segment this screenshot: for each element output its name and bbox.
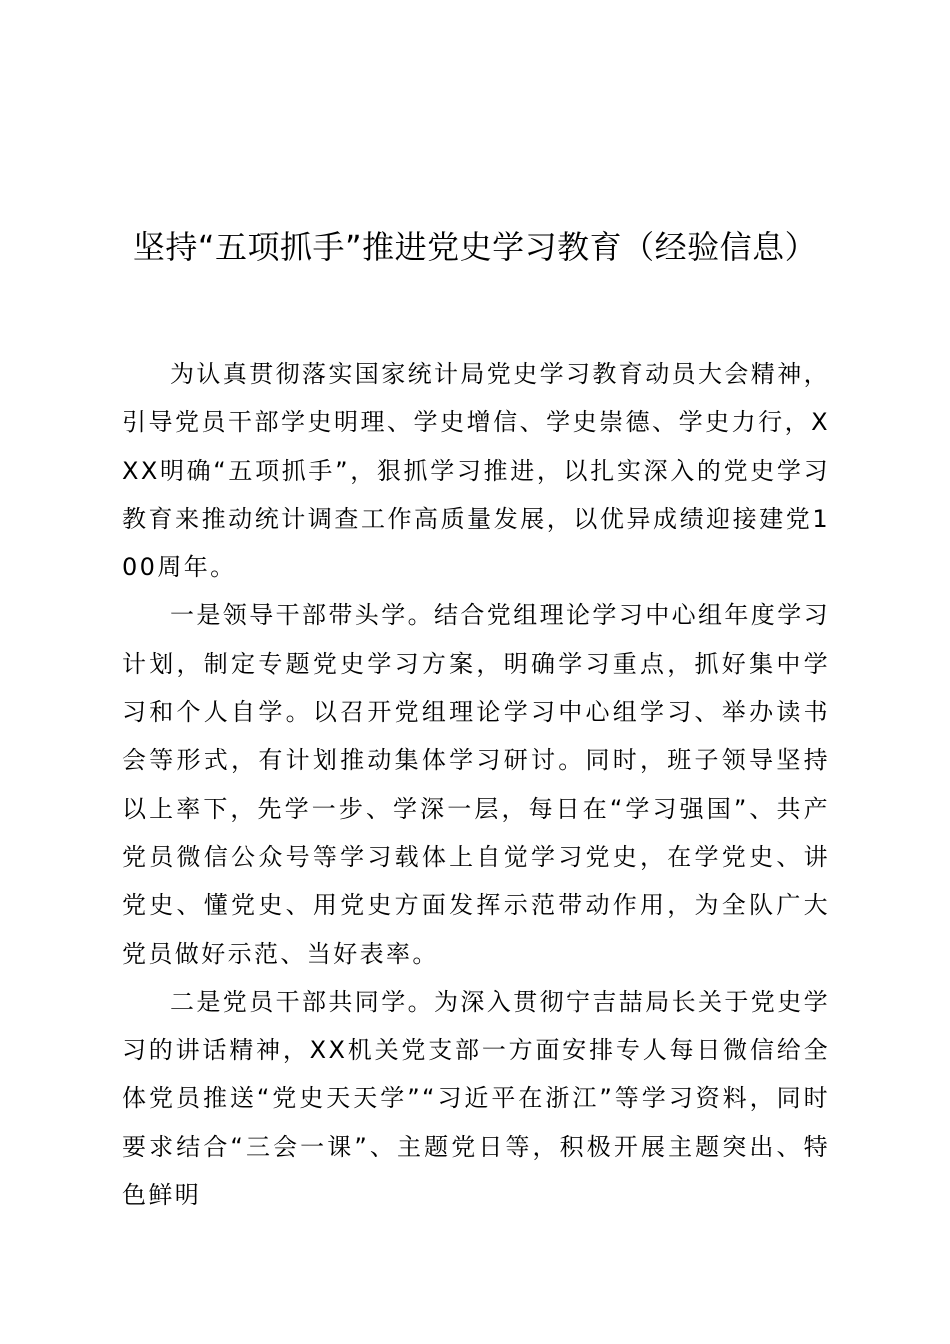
document-body xyxy=(122,350,830,1219)
paragraph-leaders-study: 一是领导干部带头学。结合党组理论学习中心组年度学习计划，制定专题党史学习方案，明确学习重点，抓好集中学习和个人自学。以召开党组理论学习中心组学习、举办读书会等形式，有计划推动集体学习研讨。同时，班子领导坚持以上率下，先学一步、学深一层，每日在“学习强国”、共产党员微信公众号等学习载体上自觉学习党史，在学党史、讲党史、懂党史、用党史方面发挥示范带动作用，为全队广大党员做好示范、当好表率。 xyxy=(122,601,830,968)
document-title: 坚持“五项抓手”推进党史学习教育（经验信息） xyxy=(132,228,818,266)
paragraph-members-study: 二是党员干部共同学。为深入贯彻宁吉喆局长关于党史学习的讲话精神，XX机关党支部一方面安排专人每日微信给全体党员推送“党史天天学”“习近平在浙江”等学习资料，同时要求结合“三会一课”、主题党日等，积极开展主题突出、特色鲜明 xyxy=(122,987,830,1210)
paragraph-intro: 为认真贯彻落实国家统计局党史学习教育动员大会精神，引导党员干部学史明理、学史增信、学史崇德、学史力行，XXX明确“五项抓手”，狠抓学习推进，以扎实深入的党史学习教育来推动统计调查工作高质量发展，以优异成绩迎接建党100周年。 xyxy=(122,360,830,582)
